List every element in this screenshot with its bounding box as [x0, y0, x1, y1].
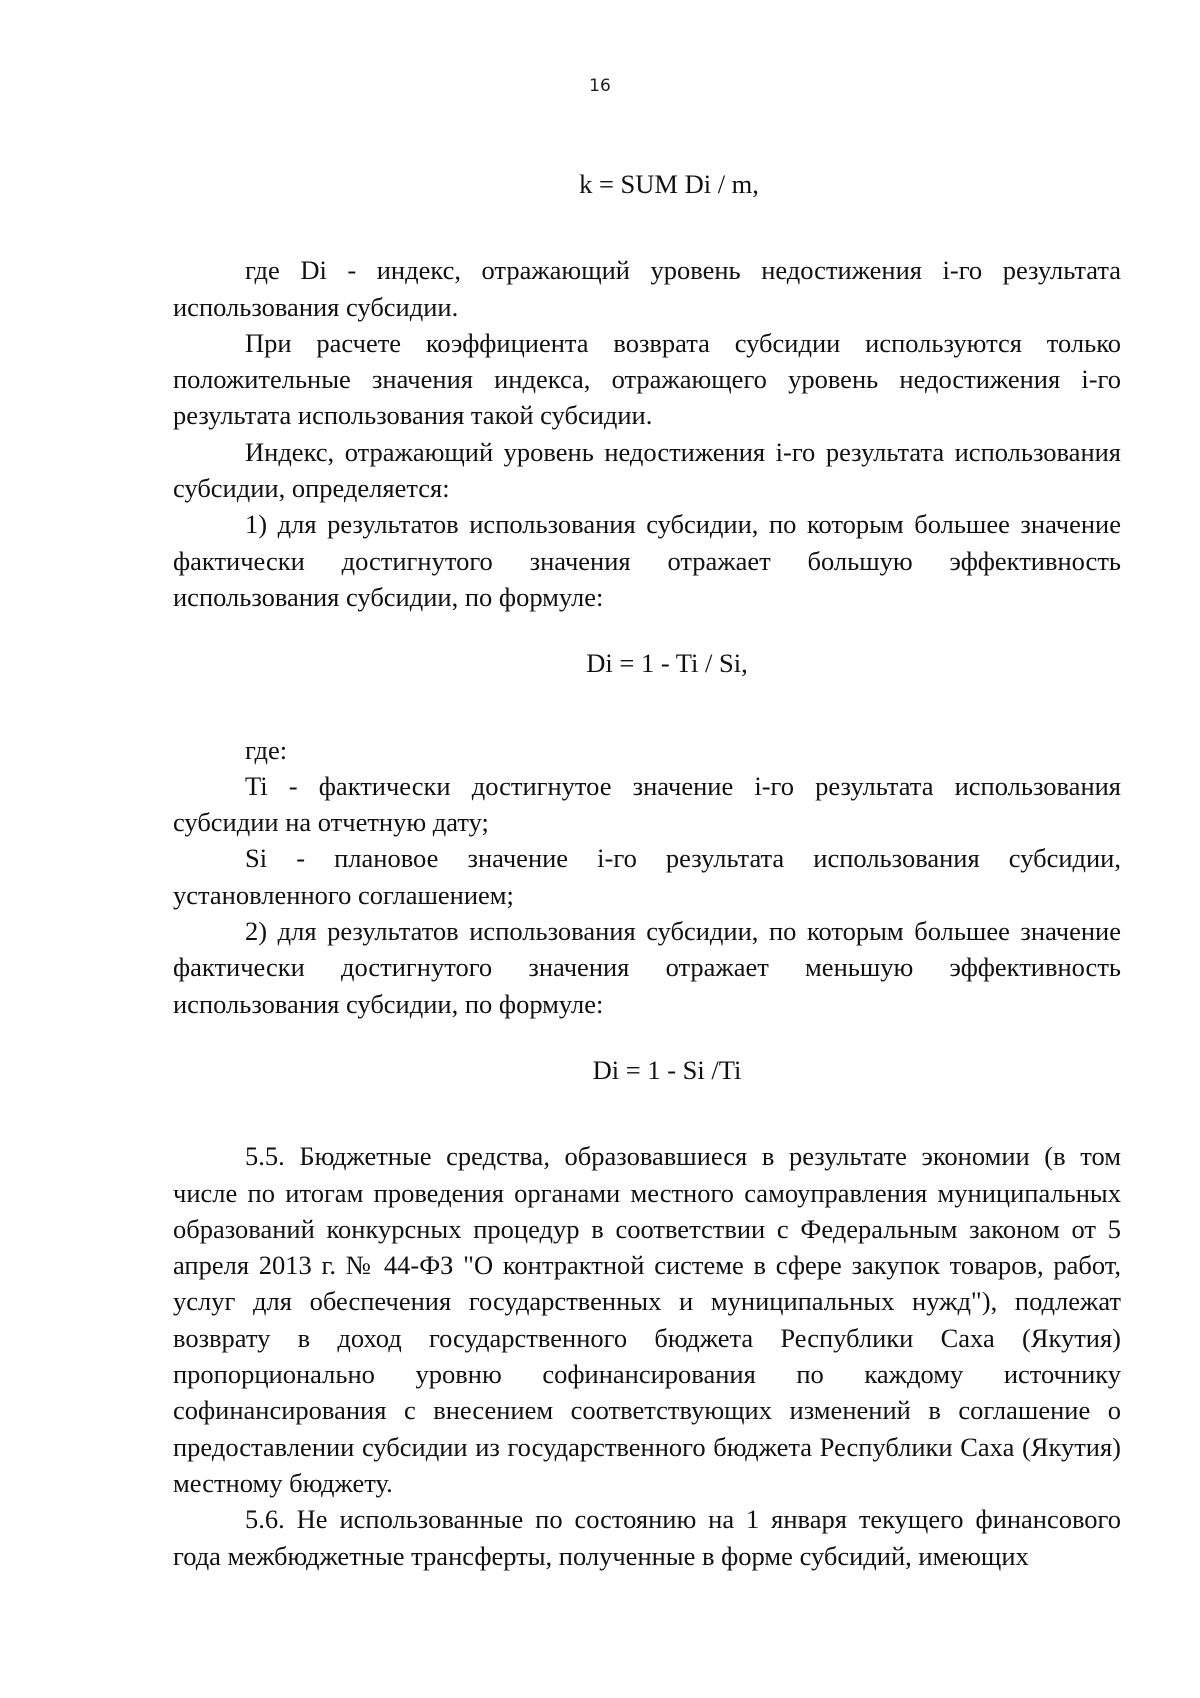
formula-k: k = SUM Di / m, — [579, 169, 759, 199]
document-body — [173, 166, 1121, 1574]
paragraph-5-5: 5.5. Бюджетные средства, образовавшиеся в результате экономии (в том числе по итогам проведения органами местного самоуправления муниципальных образований конкурсных процедур в соответствии с Федеральным законом от 5 апреля 2013 г. № 44-ФЗ "О контрактной системе в сфере закупок товаров, работ, услуг для обеспечения государственных и муниципальных нужд"), подлежат возврату в доход государственного бюджета Республики Саха (Якутия) пропорционально уровню софинансирования по каждому источнику софинансирования с внесением соответствующих изменений в соглашение о предоставлении субсидии из государственного бюджета Республики Саха (Якутия) местному бюджету. — [173, 1141, 1121, 1498]
page-number: 16 — [589, 76, 611, 96]
paragraph-ti-definition: Ti - фактически достигнутое значение i-го результата использования субсидии на отчетную дату; — [173, 770, 1121, 838]
paragraph-case-1: 1) для результатов использования субсидии, по которым большее значение фактически достигнутого значения отражает большую эффективность использования субсидии, по формуле: — [173, 509, 1121, 612]
paragraph-si-definition: Si - плановое значение i-го результата использования субсидии, установленного соглашением; — [173, 843, 1121, 910]
formula-case-2: Di = 1 - Si /Ti — [592, 1054, 742, 1085]
paragraph-calculation: При расчете коэффициента возврата субсидии используются только положительные значения индекса, отражающего уровень недостижения i-го результата использования такой субсидии. — [173, 327, 1121, 431]
paragraph-case-2: 2) для результатов использования субсидии, по которым большее значение фактически достигнутого значения отражает меньшую эффективность использования субсидии, по формуле: — [173, 916, 1121, 1019]
formula-case-1: Di = 1 - Ti / Si, — [586, 648, 748, 679]
paragraph-where-di: где Di - индекс, отражающий уровень недостижения i-го результата использования субсидии. — [173, 255, 1121, 322]
paragraph-index-definition: Индекс, отражающий уровень недостижения i-го результата использования субсидии, определяется: — [173, 436, 1121, 504]
paragraph-5-6: 5.6. Не использованные по состоянию на 1 января текущего финансового года межбюджетные трансферты, полученные в форме субсидий, имеющих — [173, 1504, 1121, 1571]
paragraph-where: где: — [245, 734, 288, 765]
